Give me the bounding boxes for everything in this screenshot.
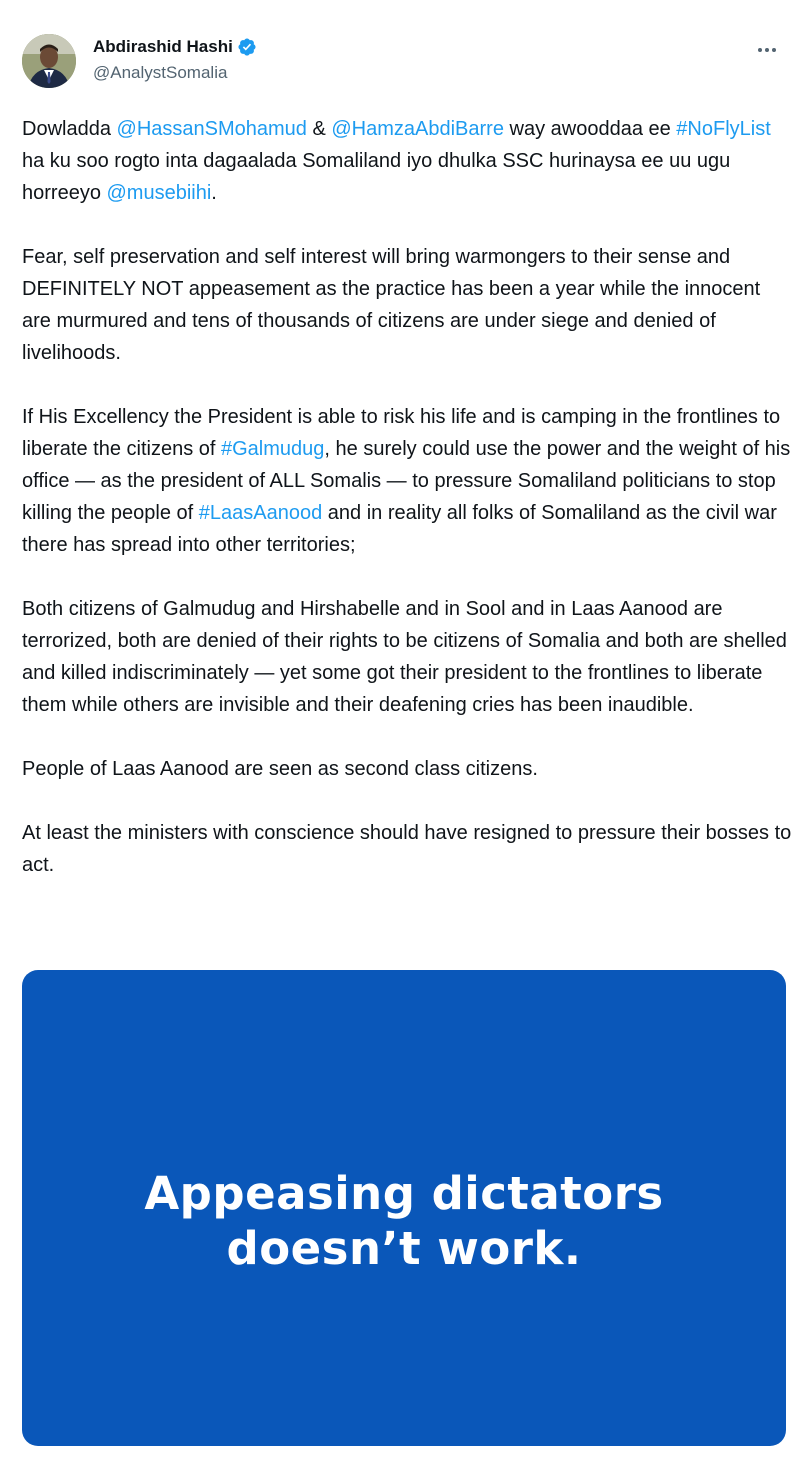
text-segment: way awooddaa ee — [503, 118, 677, 140]
author-names — [93, 36, 257, 84]
hashtag-link[interactable]: #Galmudug — [221, 438, 325, 460]
text-segment: & — [306, 118, 332, 140]
text-segment: and in reality all folks of Somaliland as the civil war there has spread into other territories; — [22, 502, 777, 556]
text-segment: Dowladda — [22, 118, 117, 140]
tweet-paragraph — [22, 113, 792, 209]
text-segment: ha ku soo rogto inta dagaalada Somaliland iyo dhulka SSC hurinaysa ee uu ugu horreeyo — [22, 150, 731, 204]
mention-link[interactable]: @musebiihi — [106, 182, 212, 204]
author-name-row[interactable] — [93, 36, 257, 58]
author-handle[interactable]: @AnalystSomalia — [93, 63, 228, 82]
tweet-paragraph: Both citizens of Galmudug and Hirshabelle and in Sool and in Laas Aanood are terrorized, both are denied of their rights to be citizens of Somalia and both are shelled and killed indiscriminately — yet some got their president to the frontlines to liberate them while others are invisible and their deafening cries has been inaudible. — [22, 598, 787, 716]
avatar[interactable] — [22, 34, 76, 88]
tweet-header — [22, 34, 782, 90]
media-card[interactable] — [22, 970, 786, 1446]
hashtag-link[interactable]: #LaasAanood — [198, 502, 323, 524]
mention-link[interactable]: @HamzaAbdiBarre — [331, 118, 504, 140]
tweet-text — [22, 113, 792, 881]
tweet-paragraph — [22, 401, 792, 561]
verified-badge-icon — [237, 37, 257, 57]
hashtag-link[interactable]: #NoFlyList — [676, 118, 771, 140]
tweet-paragraph: People of Laas Aanood are seen as second class citizens. — [22, 758, 538, 780]
display-name[interactable]: Abdirashid Hashi — [93, 37, 233, 56]
mention-link[interactable]: @HassanSMohamud — [116, 118, 307, 140]
text-segment: , he surely could use the power and the weight of his office — as the president of ALL Somalis — to pressure Somaliland politicians to stop killing the people of — [22, 438, 791, 524]
tweet-paragraph: Fear, self preservation and self interest will bring warmongers to their sense and DEFINITELY NOT appeasement as the practice has been a year while the innocent are murmured and tens of thousands of citizens are under siege and denied of livelihoods. — [22, 246, 761, 364]
more-options-icon[interactable] — [752, 38, 782, 58]
avatar-image — [22, 34, 76, 88]
media-line: Appeasing dictators — [144, 1167, 664, 1220]
media-card-text — [22, 1166, 786, 1276]
text-segment: If His Excellency the President is able to risk his life and is camping in the frontlines to liberate the citizens of — [22, 406, 781, 460]
media-line: doesn’t work. — [226, 1222, 582, 1275]
text-segment: . — [211, 182, 217, 204]
tweet-paragraph: At least the ministers with conscience should have resigned to pressure their bosses to act. — [22, 822, 792, 876]
